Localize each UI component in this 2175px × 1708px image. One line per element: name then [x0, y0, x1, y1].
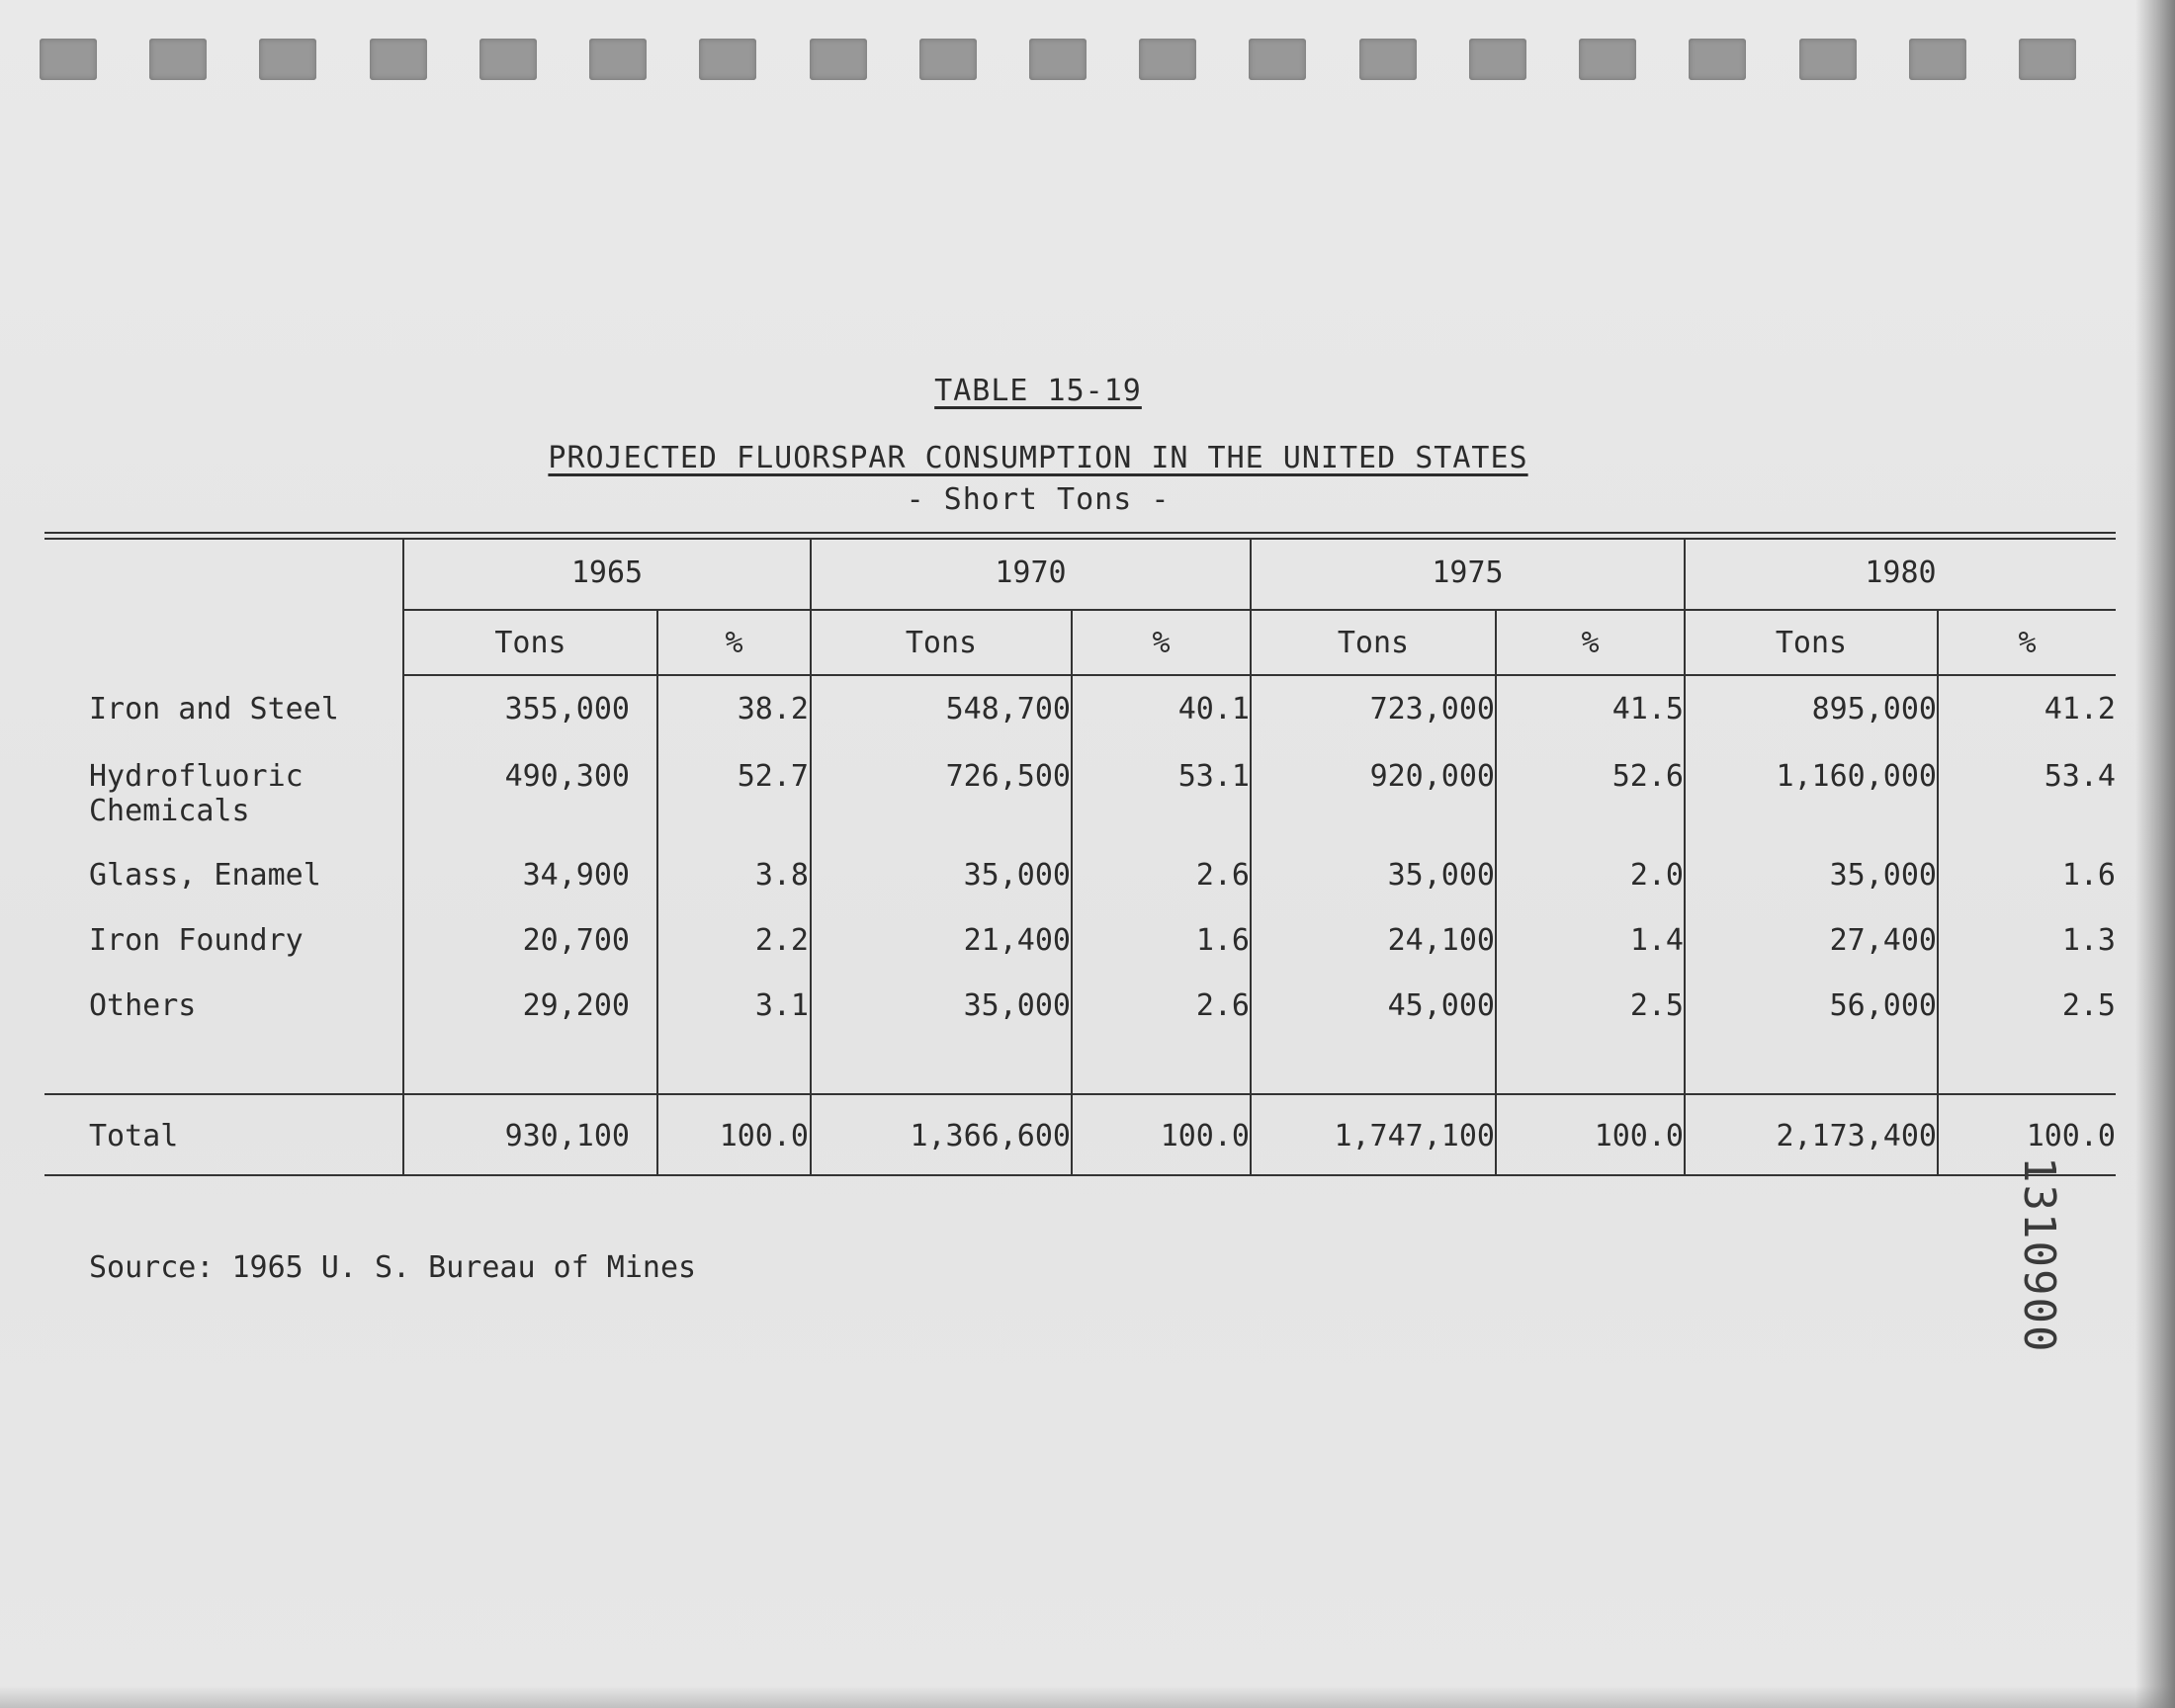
total-tons: [812, 1119, 1071, 1153]
table-label-text: TABLE 15-19: [934, 374, 1142, 408]
cell-percent-text: 2.2: [754, 923, 809, 958]
year-header-1970: 1970: [995, 555, 1067, 590]
cell-tons: [1252, 759, 1495, 794]
cell-tons: [812, 858, 1071, 893]
sub-header-percent: %: [2018, 626, 2037, 660]
total-percent-text: 100.0: [719, 1119, 809, 1153]
cell-tons: [812, 692, 1071, 726]
cell-tons: [812, 988, 1071, 1023]
cell-tons-text: 24,100: [1387, 923, 1495, 958]
cell-percent: [658, 692, 809, 726]
cell-tons-text: 45,000: [1387, 988, 1495, 1023]
cell-tons-text: 548,700: [945, 692, 1071, 726]
sub-header-tons: Tons: [1337, 626, 1410, 660]
sub-header-percent: %: [725, 626, 743, 660]
binder-hole: [370, 39, 427, 80]
cell-tons-text: 27,400: [1829, 923, 1937, 958]
cell-percent-text: 2.5: [2061, 988, 2116, 1023]
consumption-table: [44, 532, 2116, 1176]
cell-percent-text: 2.5: [1629, 988, 1684, 1023]
cell-tons-text: 723,000: [1369, 692, 1495, 726]
source-note: Source: 1965 U. S. Bureau of Mines: [89, 1250, 697, 1285]
cell-percent-text: 1.6: [1195, 923, 1250, 958]
cell-percent-text: 3.1: [754, 988, 809, 1023]
cell-percent-text: 3.8: [754, 858, 809, 893]
cell-percent: [1497, 692, 1684, 726]
cell-percent: [1497, 759, 1684, 794]
cell-tons: 490,300: [504, 759, 630, 794]
binder-hole: [1139, 39, 1196, 80]
cell-percent-text: 2.6: [1195, 858, 1250, 893]
total-tons-text: 1,747,100: [1334, 1119, 1495, 1153]
cell-tons-text: 35,000: [963, 858, 1071, 893]
table-label: [0, 374, 2076, 408]
binder-hole: [589, 39, 647, 80]
cell-percent: [1939, 692, 2116, 726]
binder-hole: [1579, 39, 1636, 80]
binder-hole: [1029, 39, 1087, 80]
cell-tons: 34,900: [522, 858, 630, 893]
binder-hole: [40, 39, 97, 80]
binder-hole: [699, 39, 756, 80]
cell-percent-text: 2.6: [1195, 988, 1250, 1023]
cell-tons-text: 35,000: [1829, 858, 1937, 893]
cell-percent: [658, 923, 809, 958]
total-percent-text: 100.0: [1594, 1119, 1684, 1153]
binder-hole: [919, 39, 977, 80]
cell-tons: 20,700: [522, 923, 630, 958]
cell-percent: [1939, 923, 2116, 958]
total-percent: [1497, 1119, 1684, 1153]
row-label: Iron and Steel: [89, 692, 339, 726]
cell-tons: [1686, 923, 1937, 958]
total-label: Total: [89, 1119, 179, 1153]
cell-percent-text: 41.5: [1611, 692, 1684, 726]
row-label-line2: Chemicals: [89, 794, 250, 828]
cell-tons: [1252, 988, 1495, 1023]
cell-tons: [1686, 759, 1937, 794]
binder-hole: [1799, 39, 1857, 80]
cell-percent-text: 53.4: [2044, 759, 2116, 794]
document-id-number: 1310900: [2014, 1156, 2064, 1354]
cell-percent-text: 41.2: [2044, 692, 2116, 726]
cell-percent: [1939, 858, 2116, 893]
binder-hole: [1359, 39, 1417, 80]
cell-percent: [1497, 988, 1684, 1023]
cell-tons: [812, 759, 1071, 794]
total-tons-text: 1,366,600: [910, 1119, 1071, 1153]
cell-tons: [1686, 858, 1937, 893]
sub-header-percent: %: [1152, 626, 1171, 660]
total-tons-text: 2,173,400: [1776, 1119, 1937, 1153]
subheader-rule: [403, 674, 2116, 676]
cell-percent-text: 53.1: [1177, 759, 1250, 794]
cell-percent: [658, 858, 809, 893]
binder-hole: [1469, 39, 1526, 80]
cell-tons-text: 1,160,000: [1776, 759, 1937, 794]
binder-hole: [1689, 39, 1746, 80]
cell-percent: [1073, 923, 1250, 958]
total-tons: [1686, 1119, 1937, 1153]
table-subtitle: - Short Tons -: [906, 482, 1171, 517]
total-percent: [1939, 1119, 2116, 1153]
cell-tons: [1686, 692, 1937, 726]
sub-header-tons: Tons: [905, 626, 978, 660]
cell-tons: [1252, 923, 1495, 958]
binder-holes: [40, 30, 2076, 89]
cell-percent-text: 52.6: [1611, 759, 1684, 794]
bottom-rule: [44, 1174, 2116, 1176]
cell-tons-text: 35,000: [1387, 858, 1495, 893]
cell-percent: [1073, 692, 1250, 726]
cell-tons: 355,000: [504, 692, 630, 726]
binder-hole: [810, 39, 867, 80]
sub-header-tons: Tons: [1775, 626, 1848, 660]
cell-percent-text: 1.6: [2061, 858, 2116, 893]
cell-tons-text: 21,400: [963, 923, 1071, 958]
binder-hole: [479, 39, 537, 80]
cell-percent: [1939, 759, 2116, 794]
row-label: Others: [89, 988, 197, 1023]
cell-percent-text: 38.2: [737, 692, 809, 726]
cell-tons: [1252, 692, 1495, 726]
table-title-text: PROJECTED FLUORSPAR CONSUMPTION IN THE UNITED STATES: [548, 441, 1528, 475]
cell-tons-text: 726,500: [945, 759, 1071, 794]
cell-tons-text: 895,000: [1811, 692, 1937, 726]
binder-hole: [149, 39, 207, 80]
cell-percent-text: 2.0: [1629, 858, 1684, 893]
binder-hole: [1249, 39, 1306, 80]
total-tons: [1252, 1119, 1495, 1153]
cell-percent: [1497, 858, 1684, 893]
year-header-1975: 1975: [1432, 555, 1504, 590]
total-tons: 930,100: [504, 1119, 630, 1153]
cell-percent: [1073, 759, 1250, 794]
cell-percent: [1939, 988, 2116, 1023]
row-label: Glass, Enamel: [89, 858, 321, 893]
page-edge-shadow: [2135, 0, 2175, 1708]
cell-tons: 29,200: [522, 988, 630, 1023]
table-title: [0, 441, 2076, 475]
sub-header-percent: %: [1581, 626, 1600, 660]
year-header-1980: 1980: [1865, 555, 1937, 590]
cell-tons: [1252, 858, 1495, 893]
total-percent-text: 100.0: [2026, 1119, 2116, 1153]
row-label: Hydrofluoric: [89, 759, 304, 794]
cell-percent-text: 1.3: [2061, 923, 2116, 958]
year-header-1965: 1965: [570, 555, 644, 590]
top-rule-double: [44, 538, 2116, 540]
total-percent: [658, 1119, 809, 1153]
cell-tons-text: 35,000: [963, 988, 1071, 1023]
cell-percent: [1073, 858, 1250, 893]
cell-percent: [1073, 988, 1250, 1023]
cell-percent: [658, 988, 809, 1023]
cell-percent-text: 40.1: [1177, 692, 1250, 726]
row-label: Iron Foundry: [89, 923, 304, 958]
cell-tons-text: 56,000: [1829, 988, 1937, 1023]
cell-percent: [1497, 923, 1684, 958]
cell-tons: [1686, 988, 1937, 1023]
cell-tons-text: 920,000: [1369, 759, 1495, 794]
sub-header-tons: Tons: [494, 626, 566, 660]
cell-percent-text: 1.4: [1629, 923, 1684, 958]
cell-tons: [812, 923, 1071, 958]
total-percent: [1073, 1119, 1250, 1153]
cell-percent: [658, 759, 809, 794]
year-rule: [403, 609, 2116, 611]
binder-hole: [2019, 39, 2076, 80]
binder-hole: [1909, 39, 1966, 80]
cell-percent-text: 52.7: [737, 759, 809, 794]
page-bottom-shadow: [0, 1686, 2175, 1708]
total-percent-text: 100.0: [1160, 1119, 1250, 1153]
top-rule: [44, 532, 2116, 534]
total-rule: [44, 1093, 2116, 1095]
binder-hole: [259, 39, 316, 80]
